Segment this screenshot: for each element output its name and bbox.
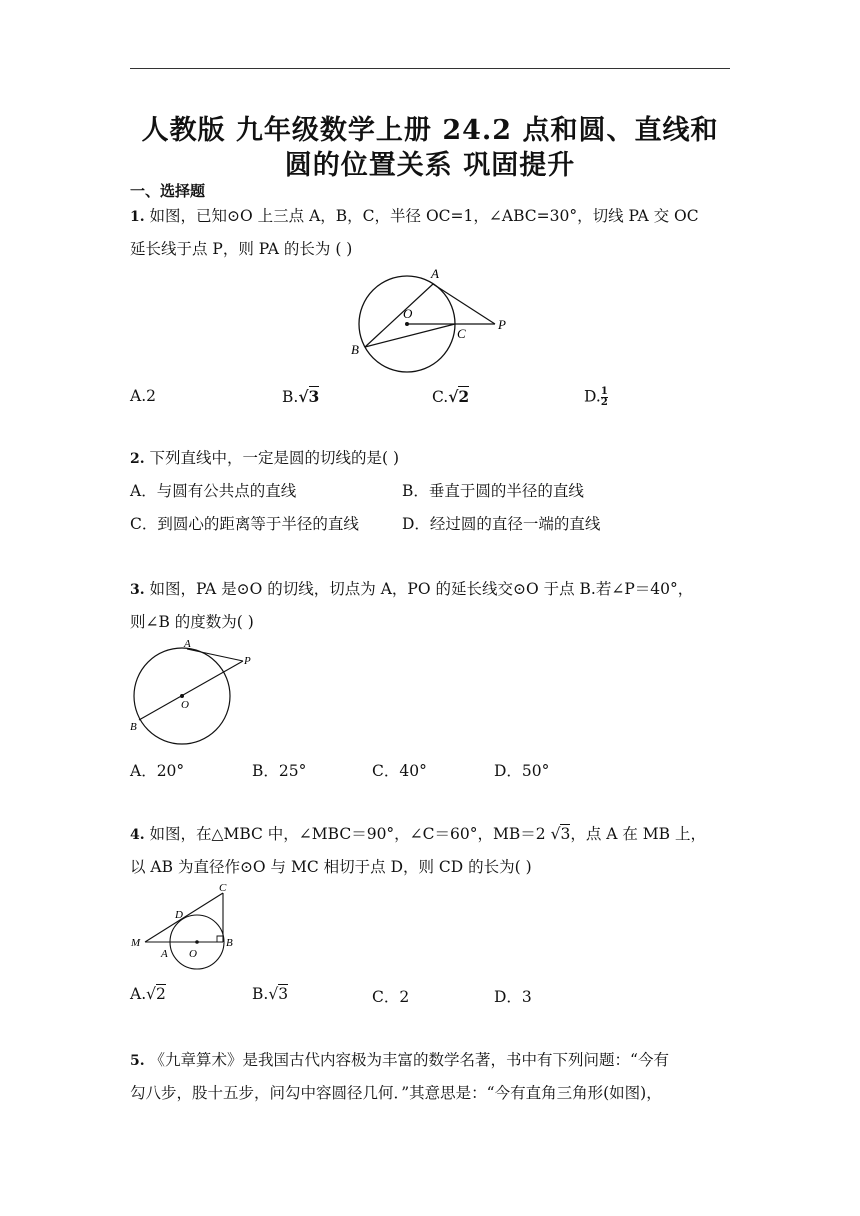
q1-option-a[interactable]: A.2 [130, 387, 156, 405]
q2-option-c[interactable]: C．到圆心的距离等于半径的直线 [130, 515, 359, 533]
q4-label-m: M [131, 937, 141, 949]
q4-line-mc [145, 893, 223, 942]
q1-line-1 [130, 204, 699, 226]
q3-label-p: P [244, 655, 251, 667]
q5-line-1 [130, 1048, 669, 1070]
q1-option-d-prefix: D. [584, 387, 601, 406]
q2-number: 2. [130, 451, 145, 467]
q1-number: 1. [130, 209, 145, 225]
q2-option-a[interactable]: A．与圆有公共点的直线 [130, 482, 297, 500]
q4-line-2: 以 AB 为直径作⊙O 与 MC 相切于点 D，则 CD 的长为( ) [130, 858, 532, 876]
q1-option-d-fraction [601, 387, 608, 408]
sqrt-icon: √ [146, 985, 157, 1003]
q3-figure [127, 638, 262, 738]
q1-line-ap [433, 284, 495, 324]
q4-option-c[interactable]: C．2 [372, 988, 410, 1006]
q1-option-b[interactable] [282, 387, 319, 406]
q3-option-d[interactable]: D．50° [494, 762, 550, 780]
q3-line-2: 则∠B 的度数为( ) [130, 613, 254, 631]
q1-option-d[interactable] [584, 387, 608, 408]
q2-text-1: 下列直线中，一定是圆的切线的是( ) [144, 449, 400, 467]
q5-number: 5. [130, 1053, 145, 1069]
sqrt-icon: √ [268, 985, 279, 1003]
page-title-line-1: 人教版 九年级数学上册 24.2 点和圆、直线和 [141, 115, 719, 146]
fraction-numerator: 1 [600, 386, 608, 397]
q1-line-2: 延长线于点 P，则 PA 的长为 ( ) [130, 240, 353, 258]
q3-label-b: B [130, 721, 137, 733]
q1-line-bc [365, 324, 455, 347]
q1-option-c-prefix: C. [432, 388, 449, 406]
header-rule [130, 68, 730, 69]
q3-number: 3. [130, 582, 145, 598]
sqrt-icon: √ [550, 825, 561, 843]
q3-label-a: A [184, 638, 191, 650]
q4-option-a-radicand: 2 [156, 985, 166, 1003]
q2-option-d[interactable]: D．经过圆的直径一端的直线 [402, 515, 601, 533]
q4-number: 4. [130, 827, 145, 843]
q5-text-1: 《九章算术》是我国古代内容极为丰富的数学名著，书中有下列问题：“今有 [144, 1051, 669, 1069]
q5-line-2: 勾八步，股十五步，问勾中容圆径几何．”其意思是：“今有直角三角形(如图)， [130, 1084, 662, 1102]
q3-option-a[interactable]: A．20° [130, 762, 185, 780]
q4-label-b: B [226, 937, 233, 949]
q1-figure [345, 262, 515, 362]
q1-label-a: A [431, 266, 439, 281]
sqrt-icon: √ [448, 387, 459, 406]
q1-label-b: B [351, 342, 359, 357]
q3-label-o: O [181, 699, 189, 711]
q1-label-o: O [403, 306, 413, 321]
q4-option-a-prefix: A. [130, 985, 147, 1003]
q4-label-o: O [189, 948, 197, 960]
q1-label-c: C [457, 326, 466, 341]
q3-text-1: 如图，PA 是⊙O 的切线，切点为 A，PO 的延长线交⊙O 于点 B.若∠P＝40°， [144, 580, 694, 598]
q4-option-b[interactable] [252, 985, 288, 1003]
q4-option-b-radicand: 3 [278, 985, 289, 1003]
q2-line-1 [130, 446, 399, 468]
q1-option-b-radicand: 3 [308, 387, 320, 406]
q2-option-b[interactable]: B．垂直于圆的半径的直线 [402, 482, 584, 500]
fraction-denominator: 2 [600, 397, 608, 408]
q4-text-1a: 如图，在△MBC 中，∠MBC＝90°，∠C＝60°，MB＝2 [144, 825, 551, 843]
q4-label-d: D [175, 909, 183, 921]
q4-option-d[interactable]: D．3 [494, 988, 532, 1006]
q3-option-c[interactable]: C．40° [372, 762, 427, 780]
q4-center-dot [195, 940, 199, 944]
q4-right-angle-mark [217, 936, 223, 942]
q3-line-1 [130, 577, 693, 599]
q3-center-dot [180, 694, 184, 698]
q4-text-1b: ，点 A 在 MB 上， [570, 825, 706, 843]
q1-option-b-prefix: B. [282, 388, 299, 406]
q4-label-a: A [161, 948, 168, 960]
q1-center-dot [405, 322, 409, 326]
q1-option-c-radicand: 2 [458, 387, 470, 406]
q1-option-c[interactable] [432, 387, 469, 406]
q3-line-ap [187, 649, 243, 661]
q1-label-p: P [498, 317, 506, 332]
q1-line-ab [365, 284, 433, 347]
q1-text-1: 如图，已知⊙O 上三点 A，B，C，半径 OC=1，∠ABC=30°，切线 PA 交 OC [144, 207, 699, 225]
q4-option-a[interactable] [130, 985, 166, 1003]
q3-option-b[interactable]: B．25° [252, 762, 307, 780]
page-title-line-2: 圆的位置关系 巩固提升 [284, 150, 576, 181]
q4-figure [127, 882, 242, 972]
sqrt-icon: √ [298, 387, 309, 406]
q4-option-b-prefix: B. [252, 985, 269, 1003]
section-heading: 一、选择题 [130, 182, 206, 200]
q4-line-1 [130, 822, 706, 844]
q4-label-c: C [219, 882, 227, 894]
q4-text-radicand: 3 [560, 825, 571, 843]
